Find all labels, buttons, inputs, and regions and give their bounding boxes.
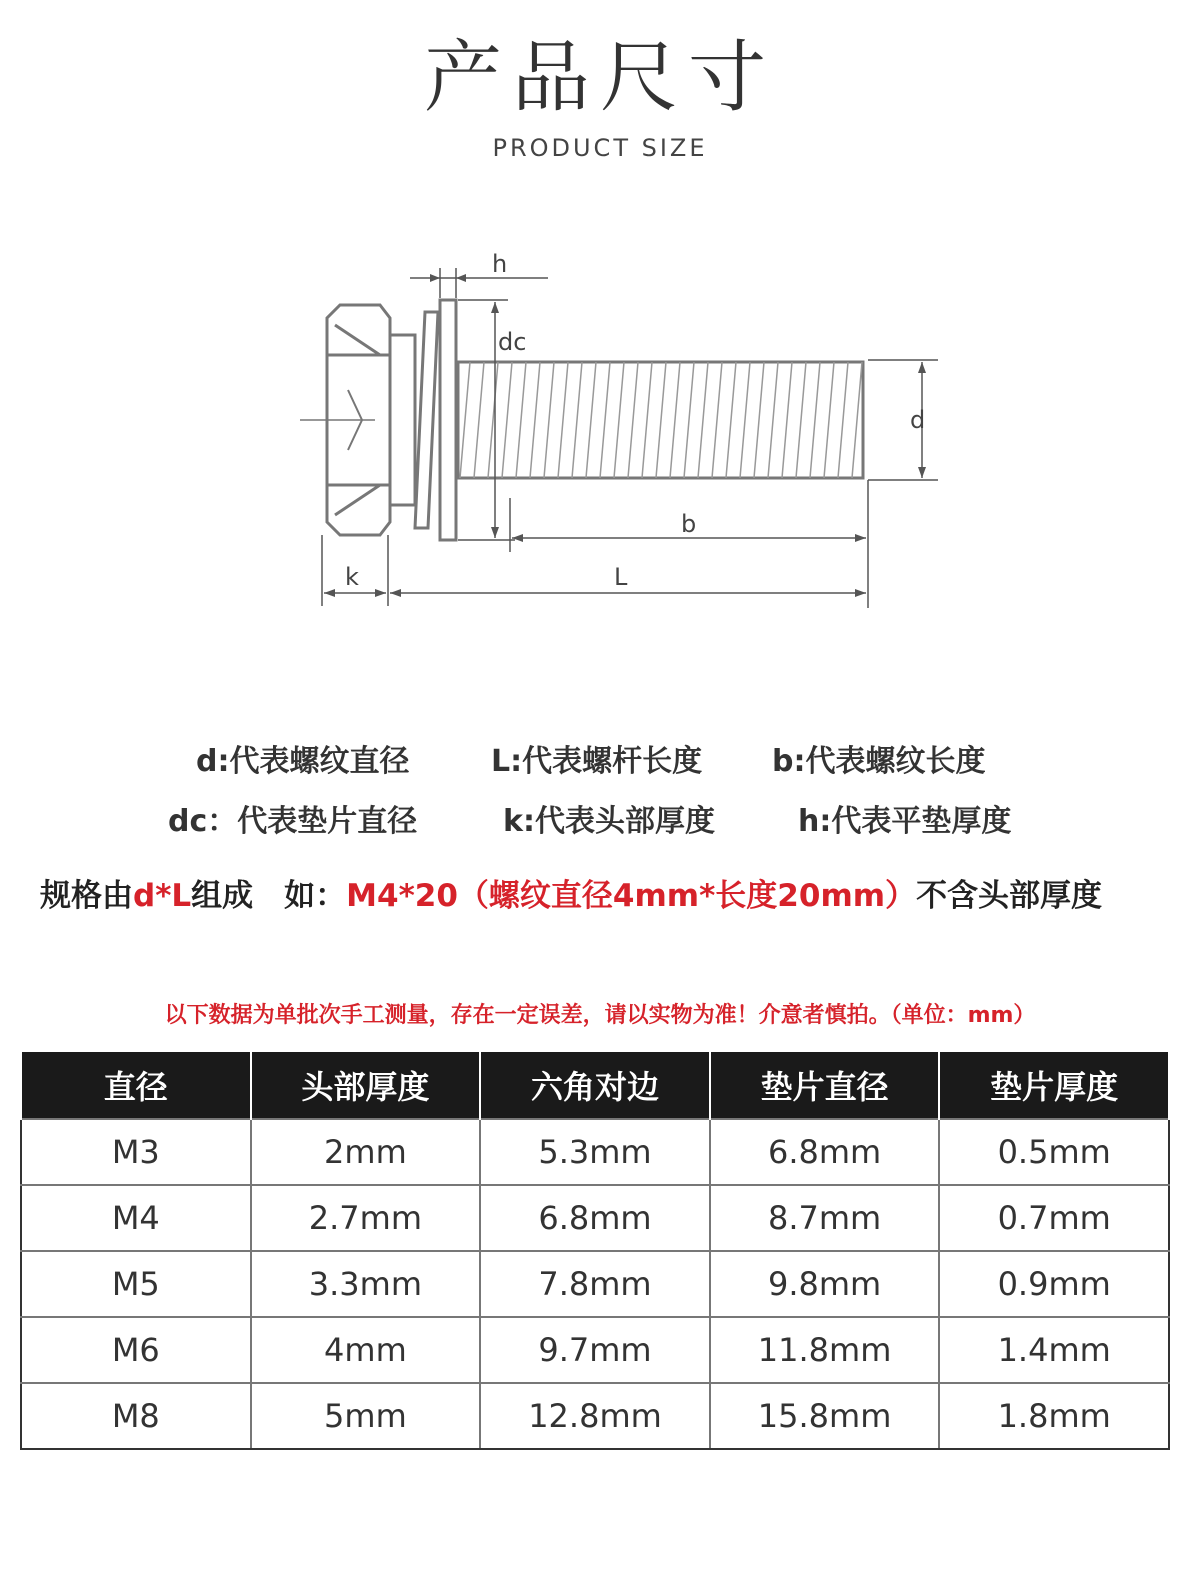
bolt-dimension-diagram bbox=[280, 240, 960, 620]
size-table bbox=[20, 1052, 1170, 1450]
table-cell: M8 bbox=[21, 1383, 251, 1449]
dim-label-dc: dc bbox=[498, 328, 527, 356]
table-row bbox=[21, 1119, 1169, 1185]
table-cell: 6.8mm bbox=[480, 1185, 710, 1251]
table-cell: 0.9mm bbox=[939, 1251, 1169, 1317]
page-subtitle: PRODUCT SIZE bbox=[492, 134, 708, 162]
table-cell: 6.8mm bbox=[710, 1119, 940, 1185]
table-cell: 1.4mm bbox=[939, 1317, 1169, 1383]
dim-label-h: h bbox=[492, 250, 508, 278]
table-cell: 5mm bbox=[251, 1383, 481, 1449]
column-header: 垫片直径 bbox=[710, 1052, 940, 1119]
table-cell: 2.7mm bbox=[251, 1185, 481, 1251]
spec-example: M4*20（螺纹直径4mm*长度20mm） bbox=[346, 878, 917, 914]
table-cell: 9.7mm bbox=[480, 1317, 710, 1383]
legend-k: k:代表头部厚度 bbox=[503, 804, 715, 839]
table-cell: 15.8mm bbox=[710, 1383, 940, 1449]
dim-label-k: k bbox=[345, 563, 359, 591]
spec-middle: 组成 如： bbox=[191, 878, 347, 914]
table-cell: 0.5mm bbox=[939, 1119, 1169, 1185]
table-cell: 2mm bbox=[251, 1119, 481, 1185]
flat-washer bbox=[440, 300, 456, 540]
table-cell: 9.8mm bbox=[710, 1251, 940, 1317]
table-header-row bbox=[21, 1052, 1169, 1119]
table-cell: 1.8mm bbox=[939, 1383, 1169, 1449]
column-header: 头部厚度 bbox=[251, 1052, 481, 1119]
table-cell: M4 bbox=[21, 1185, 251, 1251]
dim-label-L: L bbox=[614, 563, 628, 591]
spring-washer bbox=[415, 312, 438, 528]
table-cell: 8.7mm bbox=[710, 1185, 940, 1251]
table-cell: M6 bbox=[21, 1317, 251, 1383]
dim-label-d: d bbox=[910, 406, 926, 434]
table-row bbox=[21, 1185, 1169, 1251]
legend-h: h:代表平垫厚度 bbox=[798, 804, 1012, 839]
table-row bbox=[21, 1251, 1169, 1317]
table-cell: M3 bbox=[21, 1119, 251, 1185]
legend-dc: dc：代表垫片直径 bbox=[168, 804, 418, 839]
spec-suffix: 不含头部厚度 bbox=[916, 878, 1103, 914]
measurement-notice: 以下数据为单批次手工测量，存在一定误差，请以实物为准！介意者慎拍。（单位：mm） bbox=[164, 1003, 1036, 1028]
bolt-head bbox=[300, 305, 390, 535]
table-cell: 5.3mm bbox=[480, 1119, 710, 1185]
column-header: 直径 bbox=[21, 1052, 251, 1119]
column-header: 六角对边 bbox=[480, 1052, 710, 1119]
bolt-shank bbox=[458, 362, 863, 478]
table-row bbox=[21, 1383, 1169, 1449]
column-header: 垫片厚度 bbox=[939, 1052, 1169, 1119]
legend-b: b:代表螺纹长度 bbox=[772, 744, 986, 779]
legend-L: L:代表螺杆长度 bbox=[491, 744, 703, 779]
dim-label-b: b bbox=[681, 510, 697, 538]
spec-description bbox=[40, 870, 1180, 915]
page-title: 产品尺寸 bbox=[423, 33, 776, 123]
table-cell: 11.8mm bbox=[710, 1317, 940, 1383]
bolt-collar bbox=[390, 335, 415, 505]
legend-d: d:代表螺纹直径 bbox=[196, 744, 410, 779]
table-cell: M5 bbox=[21, 1251, 251, 1317]
table-cell: 12.8mm bbox=[480, 1383, 710, 1449]
table-cell: 4mm bbox=[251, 1317, 481, 1383]
spec-prefix: 规格由 bbox=[40, 878, 133, 914]
table-cell: 3.3mm bbox=[251, 1251, 481, 1317]
table-cell: 0.7mm bbox=[939, 1185, 1169, 1251]
table-row bbox=[21, 1317, 1169, 1383]
spec-formula: d*L bbox=[133, 878, 192, 914]
table-cell: 7.8mm bbox=[480, 1251, 710, 1317]
